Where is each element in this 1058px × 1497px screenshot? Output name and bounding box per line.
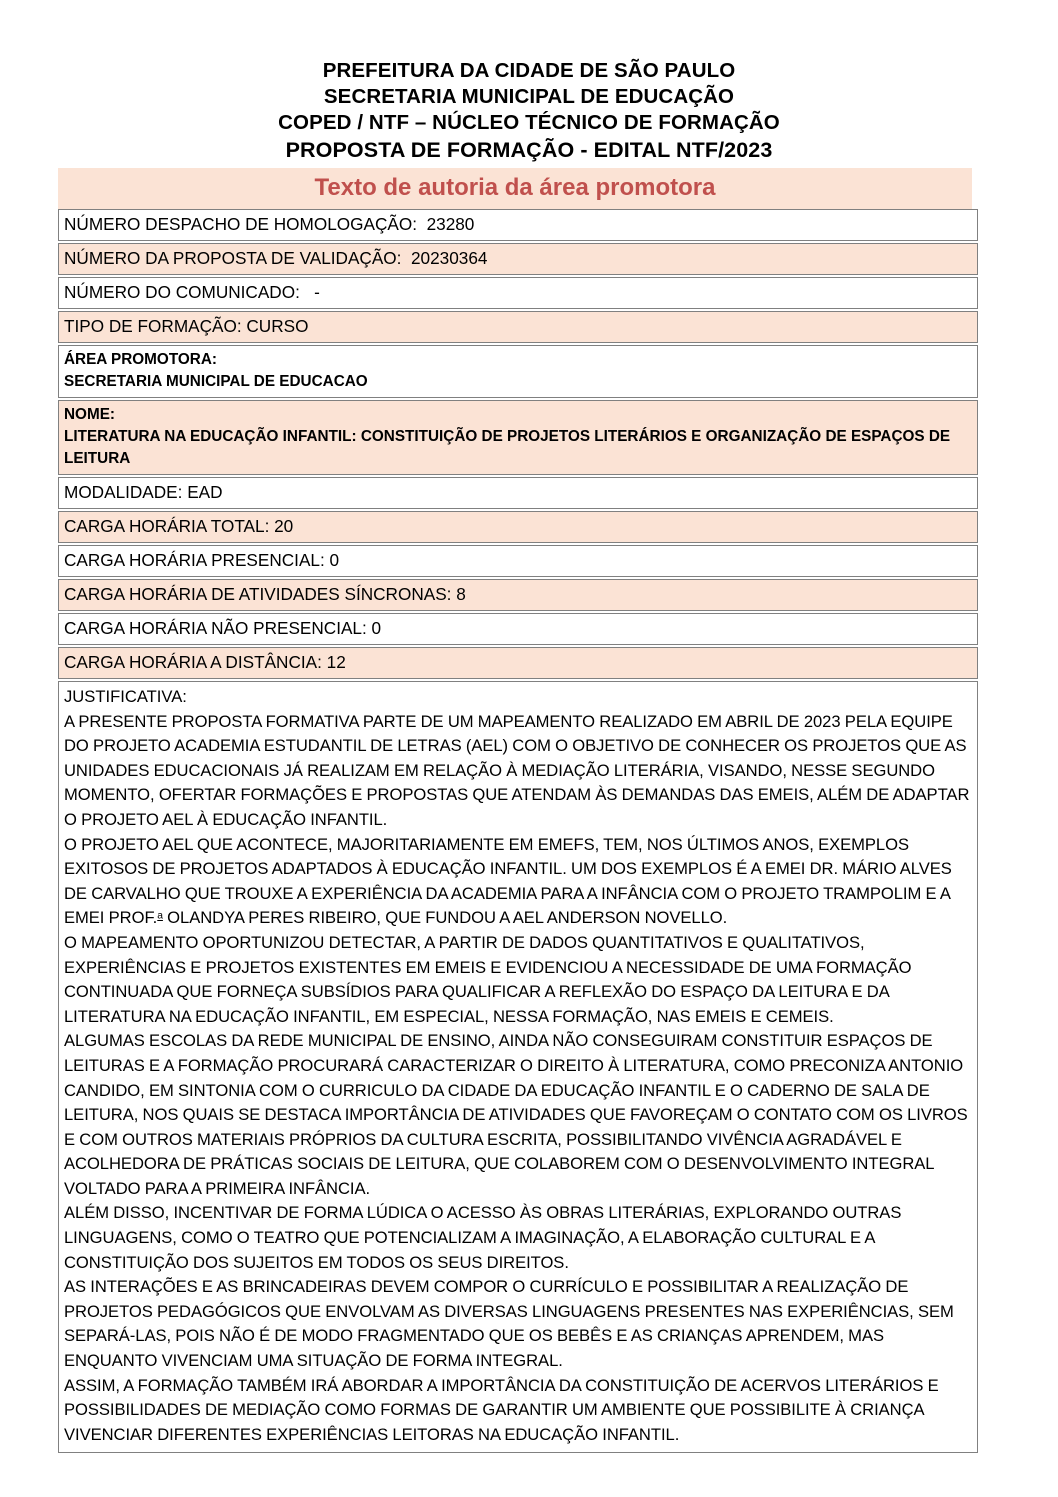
header-line-coped-ntf: COPED / NTF – NÚCLEO TÉCNICO DE FORMAÇÃO <box>278 111 780 134</box>
justificativa-paragraph: ALGUMAS ESCOLAS DA REDE MUNICIPAL DE ENSINO, AINDA NÃO CONSEGUIRAM CONSTITUIR ESPAÇOS DE LEITURAS E A FORMAÇÃO PROCURARÁ CARACTERIZAR O DIREITO À LITERATURA, COMO PRECONIZA ANTONIO CANDIDO, EM SINTONIA COM O CURRICULO DA CIDADE DA EDUCAÇÃO INFANTIL E O CADERNO DE SALA DE LEITURA, NOS QUAIS SE DESTACA IMPORTÂNCIA DE ATIVIDADES QUE FAVOREÇAM O CONTATO COM OS LIVROS E COM OUTROS MATERIAIS PRÓPRIOS DA CULTURA ESCRITA, POSSIBILITANDO VIVÊNCIA AGRADÁVEL E ACOLHEDORA DE PRÁTICAS SOCIAIS DE LEITURA, QUE COLABOREM COM O DESENVOLVIMENTO INTEGRAL VOLTADO PARA A PRIMEIRA INFÂNCIA. <box>64 1031 968 1198</box>
header-line-secretaria: SECRETARIA MUNICIPAL DE EDUCAÇÃO <box>323 85 735 108</box>
header-line-proposta-edital: PROPOSTA DE FORMAÇÃO - EDITAL NTF/2023 <box>285 138 773 162</box>
comunicado-text: NÚMERO DO COMUNICADO: - <box>64 282 320 302</box>
carga-presencial-text: CARGA HORÁRIA PRESENCIAL: 0 <box>64 550 340 570</box>
row-carga-sincronas <box>58 579 978 611</box>
header-line-prefeitura: PREFEITURA DA CIDADE DE SÃO PAULO <box>322 59 736 82</box>
carga-nao-presencial-text: CARGA HORÁRIA NÃO PRESENCIAL: 0 <box>64 618 382 638</box>
justificativa-block <box>58 681 978 1453</box>
banner-title: Texto de autoria da área promotora <box>314 174 716 201</box>
ordinal-superscript: a <box>157 911 163 923</box>
row-tipo-formacao <box>58 311 978 343</box>
justificativa-paragraph: O MAPEAMENTO OPORTUNIZOU DETECTAR, A PARTIR DE DADOS QUANTITATIVOS E QUALITATIVOS, EXPERIÊNCIAS E PROJETOS EXISTENTES EM EMEIS E EVIDENCIOU A NECESSIDADE DE UMA FORMAÇÃO CONTINUADA QUE FORNEÇA SUBSÍDIOS PARA QUALIFICAR A REFLEXÃO DO ESPAÇO DA LEITURA E DA LITERATURA NA EDUCAÇÃO INFANTIL, EM ESPECIAL, NESSA FORMAÇÃO, NAS EMEIS E CEMEIS. <box>64 932 912 1026</box>
area-promotora-value: SECRETARIA MUNICIPAL DE EDUCACAO <box>64 373 368 390</box>
row-proposta-validacao <box>58 243 978 275</box>
area-promotora-label: ÁREA PROMOTORA: <box>64 351 217 368</box>
metadata-table <box>58 209 978 679</box>
carga-total-text: CARGA HORÁRIA TOTAL: 20 <box>64 516 294 536</box>
row-area-promotora <box>58 345 978 398</box>
justificativa-paragraph: ALÉM DISSO, INCENTIVAR DE FORMA LÚDICA O ACESSO ÀS OBRAS LITERÁRIAS, EXPLORANDO OUTRAS LINGUAGENS, COMO O TEATRO QUE POTENCIALIZAM A IMAGINAÇÃO, A ELABORAÇÃO CULTURAL E A CONSTITUIÇÃO DOS SUJEITOS EM TODOS OS SEUS DIREITOS. <box>64 1203 902 1272</box>
nome-label: NOME: <box>64 406 115 423</box>
modalidade-text: MODALIDADE: EAD <box>64 482 223 502</box>
row-modalidade <box>58 477 978 509</box>
row-carga-total <box>58 511 978 543</box>
justificativa-paragraph: A PRESENTE PROPOSTA FORMATIVA PARTE DE UM MAPEAMENTO REALIZADO EM ABRIL DE 2023 PELA EQUIPE DO PROJETO ACADEMIA ESTUDANTIL DE LETRAS (AEL) COM O OBJETIVO DE CONHECER OS PROJETOS QUE AS UNIDADES EDUCACIONAIS JÁ REALIZAM EM RELAÇÃO À MEDIAÇÃO LITERÁRIA, VISANDO, NESSE SEGUNDO MOMENTO, OFERTAR FORMAÇÕES E PROPOSTAS QUE ATENDAM ÀS DEMANDAS DAS EMEIS, ALÉM DE ADAPTAR O PROJETO AEL À EDUCAÇÃO INFANTIL. <box>64 711 970 829</box>
row-comunicado <box>58 277 978 309</box>
row-carga-nao-presencial <box>58 613 978 645</box>
row-carga-presencial <box>58 545 978 577</box>
carga-sincronas-text: CARGA HORÁRIA DE ATIVIDADES SÍNCRONAS: 8 <box>64 584 466 604</box>
document-header <box>0 0 1058 164</box>
justificativa-paragraph: ASSIM, A FORMAÇÃO TAMBÉM IRÁ ABORDAR A IMPORTÂNCIA DA CONSTITUIÇÃO DE ACERVOS LITERÁRIOS E POSSIBILIDADES DE MEDIAÇÃO COMO FORMAS DE GARANTIR UM AMBIENTE QUE POSSIBILITE À CRIANÇA VIVENCIAR DIFERENTES EXPERIÊNCIAS LEITORAS NA EDUCAÇÃO INFANTIL. <box>64 1375 939 1444</box>
justificativa-label: JUSTIFICATIVA: <box>64 687 187 706</box>
proposta-validacao-text: NÚMERO DA PROPOSTA DE VALIDAÇÃO: 20230364 <box>64 248 488 268</box>
justificativa-paragraph: O PROJETO AEL QUE ACONTECE, MAJORITARIAMENTE EM EMEFS, TEM, NOS ÚLTIMOS ANOS, EXEMPLOS EXITOSOS DE PROJETOS ADAPTADOS À EDUCAÇÃO INFANTIL. UM DOS EXEMPLOS É A EMEI DR. MÁRIO ALVES DE CARVALHO QUE TROUXE A EXPERIÊNCIA DA ACADEMIA PARA A INFÂNCIA COM O PROJETO TRAMPOLIM E A EMEI PROF.$^a$ OLANDYA PERES RIBEIRO, QUE FUNDOU A AEL ANDERSON NOVELLO. <box>64 834 952 928</box>
justificativa-paragraph: AS INTERAÇÕES E AS BRINCADEIRAS DEVEM COMPOR O CURRÍCULO E POSSIBILITAR A REALIZAÇÃO DE PROJETOS PEDAGÓGICOS QUE ENVOLVAM AS DIVERSAS LINGUAGENS PRESENTES NAS EXPERIÊNCIAS, SEM SEPARÁ-LAS, POIS NÃO É DE MODO FRAGMENTADO QUE OS BEBÊS E AS CRIANÇAS APRENDEM, MAS ENQUANTO VIVENCIAM UMA SITUAÇÃO DE FORMA INTEGRAL. <box>64 1277 954 1371</box>
nome-value: LITERATURA NA EDUCAÇÃO INFANTIL: CONSTITUIÇÃO DE PROJETOS LITERÁRIOS E ORGANIZAÇÃO DE ESPAÇOS DE LEITURA <box>64 428 951 467</box>
section-banner <box>58 168 972 209</box>
tipo-formacao-text: TIPO DE FORMAÇÃO: CURSO <box>64 316 309 336</box>
carga-distancia-text: CARGA HORÁRIA A DISTÂNCIA: 12 <box>64 652 346 672</box>
row-despacho-homologacao <box>58 209 978 241</box>
row-carga-distancia <box>58 647 978 679</box>
despacho-homologacao-text: NÚMERO DESPACHO DE HOMOLOGAÇÃO: 23280 <box>64 214 475 234</box>
row-nome <box>58 400 978 475</box>
